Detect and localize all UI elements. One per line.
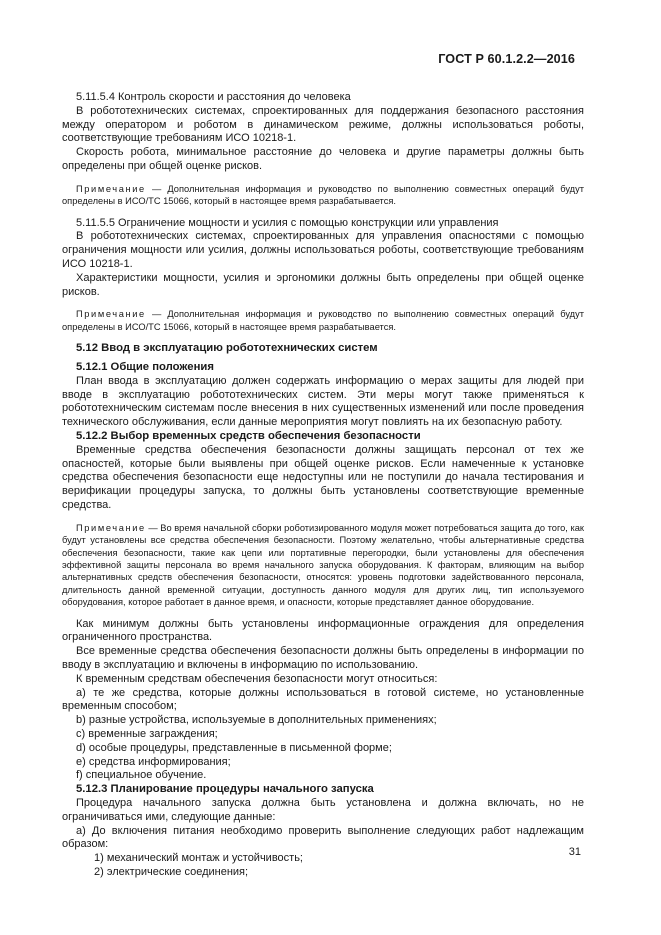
note-label: Примечание — [76, 522, 146, 533]
paragraph: В робототехнических системах, спроектированных для управления опасностями с помощью ограничения мощности или усилия, должны использоваться роботы, соответствующие требованиям ИСО 10218-1. — [62, 230, 584, 270]
paragraph: В робототехнических системах, спроектированных для поддержания безопасного расстояния между оператором и роботом в динамическом режиме, должны использоваться роботы, соответствующие требованиям ИСО 10218-1. — [62, 104, 584, 145]
document-body — [62, 91, 584, 880]
section-heading-5-12-3: 5.12.3 Планирование процедуры начального запуска — [76, 783, 374, 796]
list-item: b) разные устройства, используемые в дополнительных применениях; — [76, 714, 437, 727]
note-label: Примечание — [76, 183, 146, 194]
list-item: c) временные заграждения; — [76, 727, 218, 740]
note-label: Примечание — [76, 309, 146, 320]
paragraph: Временные средства обеспечения безопасности должны защищать персонал от тех же опасностей, которые были выявлены при общей оценке рисков. Если намеченные к установке средства обеспечения безопасности еще недоступны или не поступили до начала тестирования и верификации процедуры запуска, то должны быть установлены соответствующие временные средства. — [62, 443, 584, 511]
note — [62, 183, 584, 208]
note-text: — Во время начальной сборки роботизированного модуля может потребоваться защита до того, как будут установлены все средства обеспечения безопасности. Поэтому желательно, чтобы альтернативные средства обеспечения безопасности, такие как цепи или портативные перегородки, были установлены для обеспечения эффективной защиты персонала во время начального запуска оборудования. К факторам, влияющим на выбор альтернативных средств обеспечения безопасности, относятся: уровень подготовки задействованного персонала, длительность данной временной ситуации, доступность данного модуля для других лиц, тип используемого оборудования, которое работает в данное время, и опасности, которые представляет данное оборудование. — [62, 522, 584, 608]
paragraph: Скорость робота, минимальное расстояние до человека и другие параметры должны быть определены при общей оценке рисков. — [62, 146, 584, 172]
list-item: f) специальное обучение. — [76, 769, 207, 782]
note — [62, 308, 584, 333]
paragraph: Все временные средства обеспечения безопасности должны быть определены в информации по вводу в эксплуатацию и включены в информацию по использованию. — [62, 645, 584, 671]
paragraph: Характеристики мощности, усилия и эргономики должны быть определены при общей оценке рисков. — [62, 271, 584, 298]
paragraph: План ввода в эксплуатацию должен содержать информацию о мерах защиты для людей при вводе в эксплуатацию робототехнических систем. Эти меры могут также применяться к робототехническим системам после внесения в них существенных изменений или после проведения технического обслуживания, если данные мероприятия могут повлиять на их безопасную работу. — [62, 374, 584, 429]
paragraph: Процедура начального запуска должна быть установлена и должна включать, но не ограничиваться ими, следующие данные: — [62, 796, 584, 823]
note — [62, 522, 584, 609]
page-number: 31 — [568, 846, 581, 858]
list-item: a) До включения питания необходимо проверить выполнение следующих работ надлежащим образом: — [62, 824, 584, 851]
section-heading-5-12-1: 5.12.1 Общие положения — [76, 360, 214, 373]
document-code: ГОСТ Р 60.1.2.2—2016 — [438, 52, 575, 66]
note-text: — Дополнительная информация и руководство по выполнению совместных операций будут определены в ИСО/ТС 15066, который в настоящее время разрабатывается. — [62, 183, 584, 207]
paragraph: К временным средствам обеспечения безопасности могут относиться: — [76, 672, 438, 685]
sub-list-item: 1) механический монтаж и устойчивость; — [94, 852, 303, 865]
section-title-5-11-5-5: 5.11.5.5 Ограничение мощности и усилия с помощью конструкции или управления — [76, 216, 499, 229]
note-text: — Дополнительная информация и руководство по выполнению совместных операций будут определены в ИСО/ТС 15066, который в настоящее время разрабатывается. — [62, 309, 584, 332]
list-item: e) средства информирования; — [76, 755, 231, 768]
sub-list-item: 2) электрические соединения; — [94, 865, 249, 878]
paragraph: Как минимум должны быть установлены информационные ограждения для определения ограниченного пространства. — [62, 617, 584, 644]
list-item: a) те же средства, которые должны использоваться в готовой системе, но установленные временным способом; — [62, 686, 584, 713]
list-item: d) особые процедуры, представленные в письменной форме; — [76, 741, 392, 754]
section-heading-5-12-2: 5.12.2 Выбор временных средств обеспечения безопасности — [76, 429, 421, 442]
section-title-5-11-5-4: 5.11.5.4 Контроль скорости и расстояния до человека — [76, 91, 351, 103]
section-heading-5-12: 5.12 Ввод в эксплуатацию робототехнических систем — [76, 342, 378, 355]
